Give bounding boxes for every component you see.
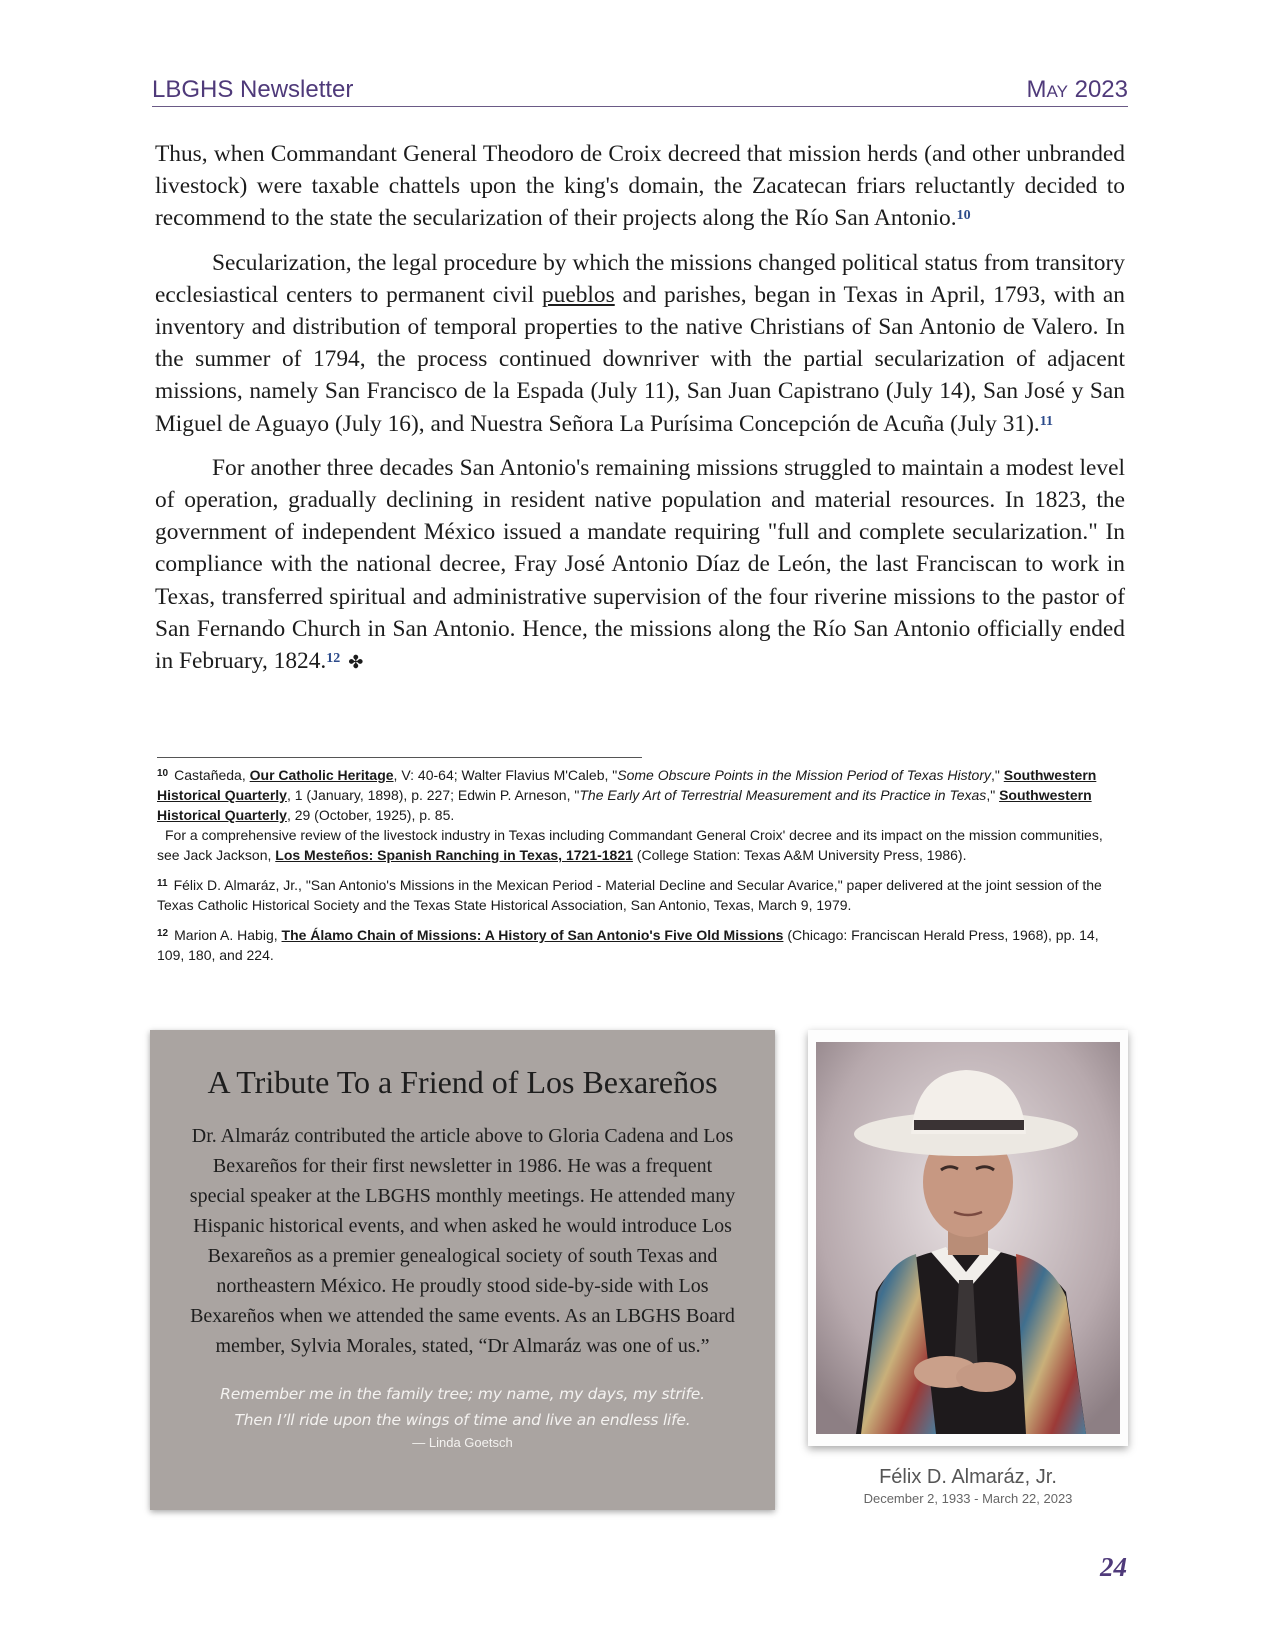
publication-name: LBGHS Newsletter — [152, 76, 354, 103]
poem-attribution: — Linda Goetsch — [412, 1435, 513, 1450]
caption-name: Félix D. Almaráz, Jr. — [879, 1466, 1057, 1488]
poem-quote: Remember me in the family tree; my name, my days, my strife. Then I’ll ride upon the wings of time and live an endless life. — [220, 1385, 705, 1429]
footnote-12: $^{12}$ Marion A. Habig, The Álamo Chain of Missions: A History of San Antonio's Five Old Missions (Chicago: Franciscan Herald Press, 1968), pp. 14, 109, 180, and 224. — [157, 927, 1099, 963]
tribute-box — [150, 1030, 775, 1510]
article-body — [155, 138, 1125, 690]
footnote-divider — [157, 757, 642, 758]
footnotes — [157, 764, 1123, 974]
footnote-ref-12[interactable]: 12 — [326, 651, 341, 667]
footnote-ref-11[interactable]: 11 — [1039, 413, 1053, 429]
footnote-11: $^{11}$ Félix D. Almaráz, Jr., "San Antonio's Missions in the Mexican Period - Material Decline and Secular Avarice," paper delivered at the joint session of the Texas Catholic Historical Society and the Texas State Historical Association, San Antonio, Texas, March 9, 1979. — [157, 877, 1102, 913]
portrait-frame — [808, 1030, 1128, 1446]
page-number: 24 — [1100, 1552, 1127, 1582]
article-paragraph: Thus, when Commandant General Theodoro de Croix decreed that mission herds (and other unbranded livestock) were taxable chattels upon the king's domain, the Zacatecan friars reluctantly decided to recommend to the state the secularization of their projects along the Río San Antonio.$^{10}$ — [155, 141, 1125, 232]
tribute-title: A Tribute To a Friend of Los Bexareños — [207, 1064, 718, 1100]
issue-date: May 2023 — [1026, 76, 1128, 103]
page-header — [152, 76, 1128, 107]
tribute-text: Dr. Almaráz contributed the article above to Gloria Cadena and Los Bexareños for their first newsletter in 1986. He was a frequent special speaker at the LBGHS monthly meetings. He attended many Hispanic historical events, and when asked he would introduce Los Bexareños as a premier genealogical society of south Texas and northeastern México. He proudly stood side-by-side with Los Bexareños when we attended the same events. As an LBGHS Board member, Sylvia Morales, stated, “Dr Almaráz was one of us.” — [189, 1125, 736, 1357]
portrait-photo — [816, 1042, 1120, 1434]
portrait-caption — [808, 1466, 1128, 1506]
pueblos-term: pueblos — [541, 281, 615, 308]
caption-dates: December 2, 1933 - March 22, 2023 — [863, 1491, 1073, 1506]
footnote-10: $^{10}$ Castañeda, Our Catholic Heritage, V: 40-64; Walter Flavius M'Caleb, "Some Obscure Points in the Mission Period of Texas History," Southwestern Historical Quarterly, 1 (January, 1898), p. 227; Edwin P. Arneson, "The Early Art of Terrestrial Measurement and its Practice in Texas," Southwestern Historical Quarterly, 29 (October, 1925), p. 85. For a comprehensive review of the livestock industry in Texas including Commandant General Croix' decree and its impact on the mission communities, see Jack Jackson, Los Mesteños: Spanish Ranching in Texas, 1721-1821 (College Station: Texas A&M University Press, 1986). — [157, 767, 1103, 863]
article-paragraph: Secularization, the legal procedure by which the missions changed political status from transitory ecclesiastical centers to permanent civil pueblos and parishes, began in Texas in April, 1793, with an inventory and distribution of temporal properties to the native Christians of San Antonio de Valero. In the summer of 1794, the process continued downriver with the partial secularization of adjacent missions, namely San Francisco de la Espada (July 11), San Juan Capistrano (July 14), San José y San Miguel de Aguayo (July 16), and Nuestra Señora La Purísima Concepción de Acuña (July 31).$^{11}$ — [155, 249, 1126, 437]
end-mark-icon: ✤ — [348, 652, 364, 673]
footnote-ref-10[interactable]: 10 — [956, 208, 971, 224]
article-paragraph: For another three decades San Antonio's remaining missions struggled to maintain a modest level of operation, gradually declining in resident native population and material resources. In 1823, the government of independent México issued a mandate requiring "full and complete secularization." In compliance with the national decree, Fray José Antonio Díaz de León, the last Franciscan to work in Texas, transferred spiritual and administrative supervision of the four riverine missions to the pastor of San Fernando Church in San Antonio. Hence, the missions along the Río San Antonio officially ended in February, 1824.12 ✤ — [155, 454, 1125, 675]
